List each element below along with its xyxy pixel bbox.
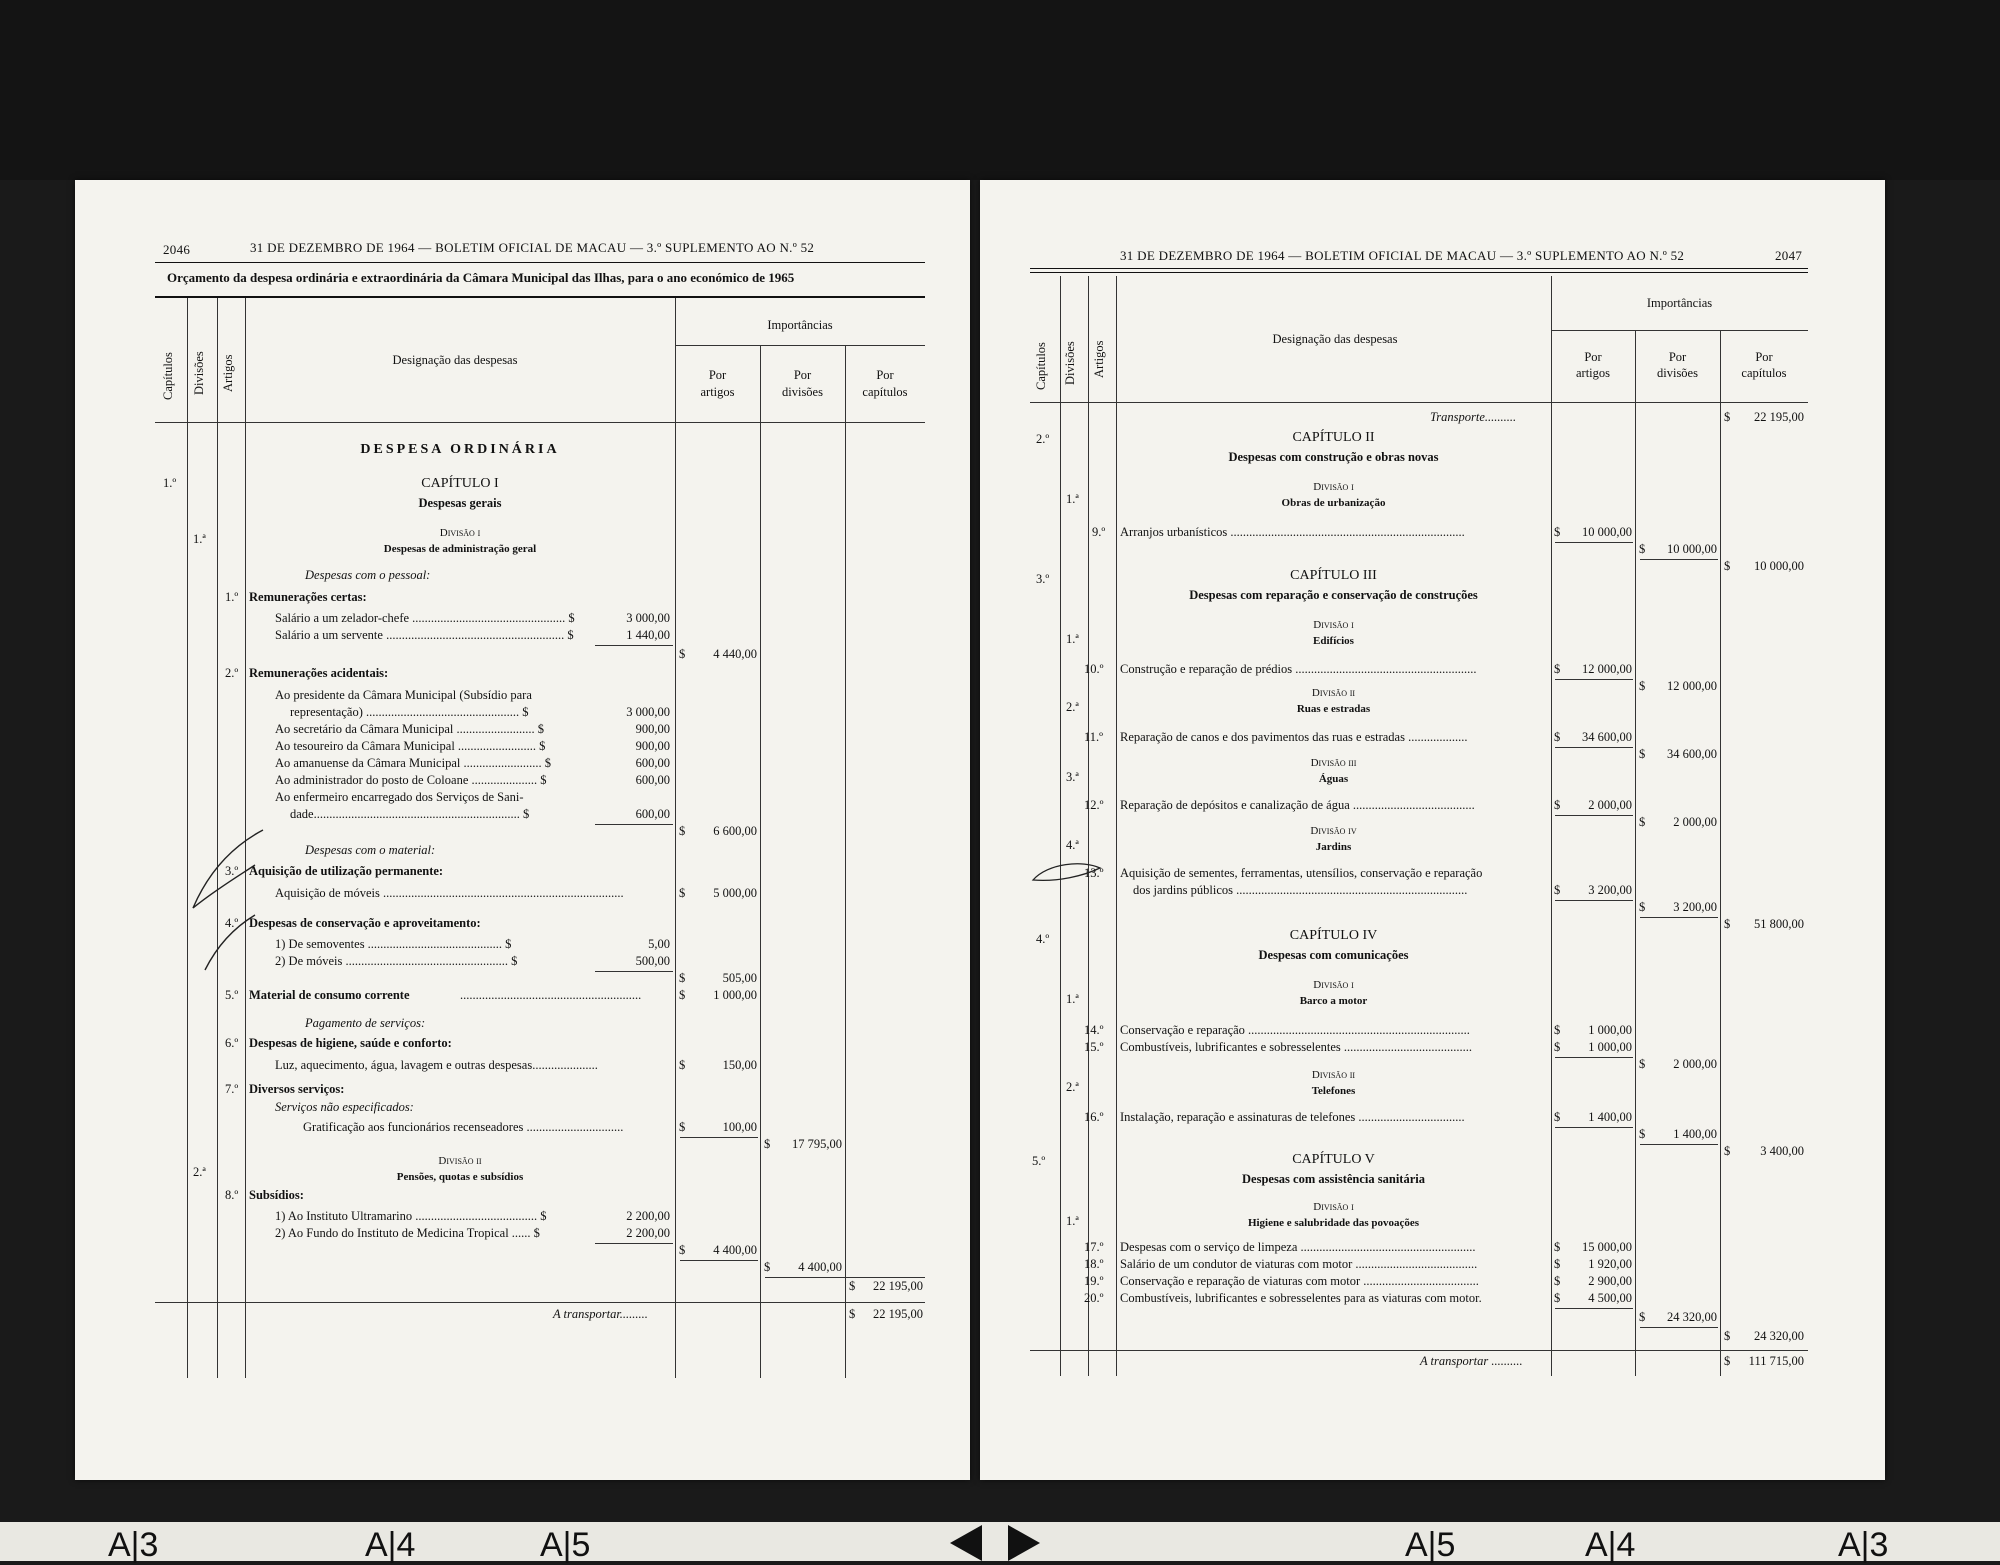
chapter-subtitle: Despesas com assistência sanitária — [1242, 1172, 1425, 1186]
line-item: Ao tesoureiro da Câmara Municipal ......................... $ — [275, 739, 546, 753]
chapter-number: 1.º — [163, 476, 177, 490]
line-item: 1) Ao Instituto Ultramarino ....................................... $ — [275, 1209, 547, 1223]
chapter-title: CAPÍTULO V — [1292, 1152, 1375, 1167]
line-item: 2) Ao Fundo do Instituto de Medicina Tropical ...... $ — [275, 1226, 540, 1240]
col-header-divisoes: Divisões — [1063, 341, 1077, 385]
division-title: Divisão ii — [1311, 1069, 1356, 1081]
chapter-title: CAPÍTULO III — [1290, 568, 1377, 583]
chapter-total: 51 800,00 — [1754, 917, 1804, 931]
line-value: 600,00 — [635, 756, 670, 770]
article-number: 12.º — [1084, 798, 1104, 812]
footer-rule — [155, 1302, 925, 1303]
col-divider — [1088, 276, 1089, 1376]
line-item: Gratificação aos funcionários recenseadores ............................... — [303, 1120, 624, 1134]
subtotal-rule — [680, 1137, 758, 1138]
division-number: 3.ª — [1066, 770, 1079, 784]
group-label: Despesas com o pessoal: — [305, 568, 431, 582]
chapter-subtitle: Despesas com reparação e conservação de construções — [1189, 588, 1478, 602]
importancias-rule — [1551, 330, 1808, 331]
division-title: Divisão i — [1313, 481, 1354, 493]
chapter-total: 24 320,00 — [1754, 1329, 1804, 1343]
footer-rule — [1030, 1350, 1808, 1351]
article-number: 13.º — [1084, 866, 1104, 880]
article-title: Despesas de higiene, saúde e conforto: — [249, 1036, 452, 1050]
right-clip-icon — [1008, 1525, 1040, 1561]
division-title: Divisão i — [1313, 619, 1354, 631]
dollar-sign: $ — [1639, 542, 1646, 556]
line-item: Salário a um servente ......................................................... $ — [275, 628, 574, 642]
line-item: Construção e reparação de prédios .......................................................... — [1120, 662, 1477, 676]
col-header-por-divisoes-1: Por — [1668, 350, 1687, 364]
line-item: Reparação de depósitos e canalização de água ....................................... — [1120, 798, 1475, 812]
division-number: 1.ª — [193, 532, 206, 546]
division-subtitle: Pensões, quotas e subsídios — [396, 1171, 524, 1183]
line-item: Conservação e reparação ....................................................................... — [1120, 1023, 1470, 1037]
col-header-por-artigos-2: artigos — [700, 385, 735, 399]
division-number: 1.ª — [1066, 632, 1079, 646]
line-item: Salário a um zelador-chefe ................................................. $ — [275, 611, 575, 625]
line-item: Luz, aquecimento, água, lavagem e outras despesas..................... — [275, 1058, 598, 1072]
chapter-subtitle: Despesas gerais — [418, 496, 502, 510]
division-number: 2.ª — [1066, 1080, 1079, 1094]
article-number: 20.º — [1084, 1291, 1104, 1305]
col-divider — [1060, 276, 1061, 1376]
carry-forward-label: A transportar......... — [553, 1307, 648, 1321]
division-total: 1 400,00 — [1673, 1127, 1717, 1141]
pen-mark-icon — [185, 820, 275, 980]
col-header-importancias: Importâncias — [767, 318, 833, 332]
dollar-sign: $ — [1724, 410, 1731, 424]
dollar-sign: $ — [1724, 917, 1731, 931]
division-number: 2.ª — [193, 1165, 206, 1179]
line-item: Arranjos urbanísticos ........................................................................... — [1120, 525, 1465, 539]
division-total: 17 795,00 — [792, 1137, 842, 1151]
division-total: 3 200,00 — [1673, 900, 1717, 914]
article-total: 150,00 — [722, 1058, 757, 1072]
col-header-por-capitulos-1: Por — [876, 368, 894, 382]
dollar-sign: $ — [679, 886, 686, 900]
division-total: 4 400,00 — [798, 1260, 842, 1274]
line-value: 2 200,00 — [626, 1226, 670, 1240]
dollar-sign: $ — [1639, 1310, 1646, 1324]
film-strip — [0, 1522, 2000, 1561]
page-number: 2046 — [163, 242, 191, 257]
chapter-total: 22 195,00 — [873, 1279, 923, 1293]
document-title: Orçamento da despesa ordinária e extraordinária da Câmara Municipal das Ilhas, para o ano económico de 1965 — [167, 270, 795, 285]
article-number: 15.º — [1084, 1040, 1104, 1054]
division-total: 10 000,00 — [1667, 542, 1717, 556]
article-total: 2 000,00 — [1588, 798, 1632, 812]
dollar-sign: $ — [679, 1058, 686, 1072]
division-number: 1.ª — [1066, 1214, 1079, 1228]
division-subtitle: Obras de urbanização — [1281, 497, 1386, 509]
article-number: 2.º — [225, 666, 239, 680]
frame-mark: A|4 — [1585, 1526, 1636, 1564]
chapter-number: 4.º — [1036, 932, 1050, 946]
line-value: 15 000,00 — [1582, 1240, 1632, 1254]
line-value: 600,00 — [635, 807, 670, 821]
group-label: Serviços não especificados: — [275, 1100, 414, 1114]
article-title: Material de consumo corrente — [249, 988, 410, 1002]
line-value: 500,00 — [635, 954, 670, 968]
dollar-sign: $ — [1554, 525, 1561, 539]
line-item: Conservação e reparação de viaturas com motor ..................................... — [1120, 1274, 1479, 1288]
dollar-sign: $ — [679, 1243, 686, 1257]
line-item: Reparação de canos e dos pavimentos das ruas e estradas ................... — [1120, 730, 1468, 744]
chapter-subtitle: Despesas com comunicações — [1258, 948, 1409, 962]
dollar-sign: $ — [1554, 1257, 1561, 1271]
chapter-title: CAPÍTULO IV — [1289, 928, 1378, 943]
division-subtitle: Jardins — [1315, 841, 1352, 853]
col-header-capitulos: Capítulos — [1034, 342, 1048, 390]
subtotal-rule — [1555, 542, 1633, 543]
col-divider — [845, 345, 846, 1378]
dollar-sign: $ — [849, 1279, 856, 1293]
article-total: 6 600,00 — [713, 824, 757, 838]
line-value: 1 440,00 — [626, 628, 670, 642]
importancias-rule — [675, 345, 925, 346]
line-item: 1) De semoventes ........................................... $ — [275, 937, 512, 951]
line-item: Ao amanuense da Câmara Municipal ......................... $ — [275, 756, 551, 770]
chapter-number: 3.º — [1036, 572, 1050, 586]
carry-forward-value: 111 715,00 — [1748, 1354, 1804, 1368]
line-item: Aquisição de sementes, ferramentas, utensílios, conservação e reparação — [1120, 866, 1483, 880]
division-subtitle: Higiene e salubridade das povoações — [1247, 1217, 1420, 1229]
line-item: Combustíveis, lubrificantes e sobresselentes ......................................... — [1120, 1040, 1473, 1054]
line-value: 4 500,00 — [1588, 1291, 1632, 1305]
dollar-sign: $ — [1639, 1127, 1646, 1141]
line-item: Salário de um condutor de viaturas com motor ....................................... — [1120, 1257, 1478, 1271]
column-header-rule — [155, 422, 925, 423]
line-item: representação) ................................................. $ — [290, 705, 529, 719]
article-number: 18.º — [1084, 1257, 1104, 1271]
chapter-title: CAPÍTULO I — [421, 476, 499, 491]
subtotal-rule — [595, 1243, 673, 1244]
subtotal-rule — [595, 824, 673, 825]
article-title: Aquisição de utilização permanente: — [249, 864, 444, 878]
frame-mark: A|3 — [1838, 1526, 1889, 1564]
division-total: 24 320,00 — [1667, 1310, 1717, 1324]
line-item: Aquisição de móveis ............................................................................. — [275, 886, 624, 900]
frame-mark: A|5 — [1405, 1526, 1456, 1564]
division-title: Divisão i — [439, 527, 481, 539]
header-rule — [155, 262, 925, 263]
article-number: 5.º — [225, 988, 239, 1002]
dollar-sign: $ — [1554, 1291, 1561, 1305]
line-value: 1 000,00 — [1588, 1040, 1632, 1054]
division-number: 4.ª — [1066, 838, 1079, 852]
dollar-sign: $ — [1724, 1329, 1731, 1343]
subtotal-rule — [1555, 1057, 1633, 1058]
article-total: 10 000,00 — [1582, 525, 1632, 539]
dollar-sign: $ — [1554, 1240, 1561, 1254]
division-title: Divisão iv — [1310, 825, 1357, 837]
header-rule — [1030, 272, 1808, 273]
article-total: 1 400,00 — [1588, 1110, 1632, 1124]
title-rule — [155, 296, 925, 298]
division-subtitle: Despesas de administração geral — [383, 543, 537, 555]
col-header-artigos: Artigos — [221, 354, 235, 392]
running-head: 31 DE DEZEMBRO DE 1964 — BOLETIM OFICIAL DE MACAU — 3.º SUPLEMENTO AO N.º 52 — [250, 240, 815, 255]
division-number: 1.ª — [1066, 992, 1079, 1006]
article-title: Subsídios: — [249, 1188, 304, 1202]
division-title: Divisão iii — [1310, 757, 1357, 769]
article-total: 34 600,00 — [1582, 730, 1632, 744]
header-rule — [1030, 268, 1808, 269]
subtotal-rule — [765, 1277, 925, 1278]
division-total: 2 000,00 — [1673, 1057, 1717, 1071]
subtotal-rule — [1640, 1327, 1718, 1328]
division-title: Divisão ii — [438, 1155, 482, 1167]
page-number: 2047 — [1775, 248, 1803, 263]
dollar-sign: $ — [1554, 1023, 1561, 1037]
group-label: Pagamento de serviços: — [305, 1016, 426, 1030]
group-label: Despesas com o material: — [305, 843, 436, 857]
line-value: 5,00 — [648, 937, 670, 951]
chapter-total: 3 400,00 — [1760, 1144, 1804, 1158]
line-item: Ao secretário da Câmara Municipal ......................... $ — [275, 722, 545, 736]
frame-mark: A|4 — [365, 1526, 416, 1564]
article-number: 3.º — [225, 864, 239, 878]
section-heading: DESPESA ORDINÁRIA — [360, 442, 560, 457]
line-item: Combustíveis, lubrificantes e sobresselentes para as viaturas com motor. — [1120, 1291, 1482, 1305]
line-item: dade.................................................................. $ — [290, 807, 530, 821]
article-number: 4.º — [225, 916, 239, 930]
col-header-por-divisoes-2: divisões — [782, 385, 823, 399]
article-total: 12 000,00 — [1582, 662, 1632, 676]
dollar-sign: $ — [679, 824, 686, 838]
line-item: Ao presidente da Câmara Municipal (Subsídio para — [275, 688, 532, 702]
col-divider — [1551, 276, 1552, 1376]
line-value: 3 000,00 — [626, 611, 670, 625]
subtotal-rule — [1640, 559, 1718, 560]
division-total: 12 000,00 — [1667, 679, 1717, 693]
line-item: Despesas com o serviço de limpeza ........................................................ — [1120, 1240, 1476, 1254]
dollar-sign: $ — [1639, 1057, 1646, 1071]
subtotal-rule — [1555, 1308, 1633, 1309]
article-number: 7.º — [225, 1082, 239, 1096]
article-number: 16.º — [1084, 1110, 1104, 1124]
col-header-importancias: Importâncias — [1646, 296, 1713, 310]
division-total: 34 600,00 — [1667, 747, 1717, 761]
scanner-background — [0, 0, 2000, 180]
division-number: 1.ª — [1066, 492, 1079, 506]
line-value: 900,00 — [635, 739, 670, 753]
article-number: 8.º — [225, 1188, 239, 1202]
article-number: 11.º — [1084, 730, 1104, 744]
subtotal-rule — [1555, 1127, 1633, 1128]
dollar-sign: $ — [1724, 1144, 1731, 1158]
frame-mark: A|3 — [108, 1526, 159, 1564]
dollar-sign: $ — [1724, 559, 1731, 573]
article-number: 17.º — [1084, 1240, 1104, 1254]
col-header-capitulos: Capítulos — [161, 352, 175, 400]
article-number: 19.º — [1084, 1274, 1104, 1288]
dollar-sign: $ — [1554, 730, 1561, 744]
frame-mark: A|5 — [540, 1526, 591, 1564]
subtotal-rule — [1555, 679, 1633, 680]
dollar-sign: $ — [1639, 900, 1646, 914]
col-header-por-artigos-1: Por — [1584, 350, 1602, 364]
col-header-por-capitulos-1: Por — [1755, 350, 1773, 364]
article-number: 14.º — [1084, 1023, 1104, 1037]
division-total: 2 000,00 — [1673, 815, 1717, 829]
article-title: Remunerações acidentais: — [249, 666, 389, 680]
col-divider — [760, 345, 761, 1378]
subtotal-rule — [1640, 1144, 1718, 1145]
line-item: Ao enfermeiro encarregado dos Serviços de Sani- — [275, 790, 524, 804]
article-total: 3 200,00 — [1588, 883, 1632, 897]
division-title: Divisão ii — [1311, 687, 1356, 699]
division-subtitle: Ruas e estradas — [1296, 703, 1371, 715]
subtotal-rule — [1555, 900, 1633, 901]
article-number: 9.º — [1092, 525, 1106, 539]
chapter-subtitle: Despesas com construção e obras novas — [1228, 450, 1439, 464]
dollar-sign: $ — [1554, 662, 1561, 676]
col-header-artigos: Artigos — [1092, 340, 1106, 378]
line-item: dos jardins públicos .......................................................................... — [1133, 883, 1468, 897]
dollar-sign: $ — [1554, 883, 1561, 897]
subtotal-rule — [1555, 747, 1633, 748]
line-value: 3 000,00 — [626, 705, 670, 719]
dollar-sign: $ — [1554, 798, 1561, 812]
article-total: 4 440,00 — [713, 647, 757, 661]
carry-in-label: Transporte.......... — [1430, 410, 1517, 424]
left-clip-icon — [950, 1525, 982, 1561]
article-total: 1 000,00 — [713, 988, 757, 1002]
division-subtitle: Edifícios — [1313, 635, 1354, 647]
line-item: 2) De móveis .................................................... $ — [275, 954, 518, 968]
dollar-sign: $ — [764, 1137, 771, 1151]
col-header-por-divisoes-2: divisões — [1657, 366, 1698, 380]
division-subtitle: Barco a motor — [1299, 995, 1368, 1007]
article-title: Despesas de conservação e aproveitamento: — [249, 916, 481, 930]
col-header-designacao: Designação das despesas — [1272, 332, 1398, 346]
col-divider — [675, 298, 676, 1378]
dollar-sign: $ — [764, 1260, 771, 1274]
division-subtitle: Águas — [1318, 773, 1349, 785]
dollar-sign: $ — [679, 988, 686, 1002]
pen-mark-icon — [1028, 858, 1108, 888]
col-header-por-artigos-2: artigos — [1575, 366, 1611, 380]
article-number: 1.º — [225, 590, 239, 604]
chapter-number: 5.º — [1032, 1154, 1046, 1168]
dollar-sign: $ — [1724, 1354, 1731, 1368]
chapter-total: 10 000,00 — [1754, 559, 1804, 573]
col-divider — [1720, 330, 1721, 1376]
article-total: 505,00 — [722, 971, 757, 985]
dollar-sign: $ — [1554, 1110, 1561, 1124]
line-value: 900,00 — [635, 722, 670, 736]
article-total: 4 400,00 — [713, 1243, 757, 1257]
article-number: 10.º — [1084, 662, 1104, 676]
subtotal-rule — [595, 645, 673, 646]
col-divider — [1635, 330, 1636, 1376]
division-number: 2.ª — [1066, 700, 1079, 714]
subtotal-rule — [595, 971, 673, 972]
article-total: 100,00 — [722, 1120, 757, 1134]
division-subtitle: Telefones — [1311, 1085, 1356, 1097]
article-title: Remunerações certas: — [249, 590, 367, 604]
dollar-sign: $ — [1554, 1274, 1561, 1288]
leader-dots: .......................................................... — [460, 988, 642, 1002]
running-head: 31 DE DEZEMBRO DE 1964 — BOLETIM OFICIAL DE MACAU — 3.º SUPLEMENTO AO N.º 52 — [1120, 248, 1685, 263]
subtotal-rule — [680, 1260, 758, 1261]
carry-forward-value: 22 195,00 — [873, 1307, 923, 1321]
division-title: Divisão i — [1313, 979, 1354, 991]
dollar-sign: $ — [679, 971, 686, 985]
line-value: 2 200,00 — [626, 1209, 670, 1223]
article-number: 6.º — [225, 1036, 239, 1050]
line-value: 1 920,00 — [1588, 1257, 1632, 1271]
col-header-designacao: Designação das despesas — [392, 353, 518, 367]
line-value: 1 000,00 — [1588, 1023, 1632, 1037]
subtotal-rule — [1555, 815, 1633, 816]
col-header-divisoes: Divisões — [192, 351, 206, 395]
chapter-number: 2.º — [1036, 432, 1050, 446]
article-total: 5 000,00 — [713, 886, 757, 900]
dollar-sign: $ — [1554, 1040, 1561, 1054]
col-header-por-capitulos-2: capítulos — [1741, 366, 1787, 380]
dollar-sign: $ — [679, 647, 686, 661]
col-header-por-capitulos-2: capítulos — [862, 385, 908, 399]
dollar-sign: $ — [679, 1120, 686, 1134]
dollar-sign: $ — [1639, 747, 1646, 761]
column-header-rule — [1030, 402, 1808, 403]
line-item: Instalação, reparação e assinaturas de telefones .................................. — [1120, 1110, 1465, 1124]
dollar-sign: $ — [1639, 815, 1646, 829]
right-page — [980, 180, 1885, 1480]
carry-forward-label: A transportar .......... — [1420, 1354, 1523, 1368]
subtotal-rule — [1640, 917, 1718, 918]
division-title: Divisão i — [1313, 1201, 1354, 1213]
line-item: Ao administrador do posto de Coloane ..................... $ — [275, 773, 547, 787]
chapter-title: CAPÍTULO II — [1292, 430, 1375, 445]
dollar-sign: $ — [849, 1307, 856, 1321]
line-value: 600,00 — [635, 773, 670, 787]
article-title: Diversos serviços: — [249, 1082, 345, 1096]
col-header-por-divisoes-1: Por — [793, 368, 812, 382]
carry-in-value: 22 195,00 — [1754, 410, 1804, 424]
dollar-sign: $ — [1639, 679, 1646, 693]
col-header-por-artigos-1: Por — [708, 368, 727, 382]
line-value: 2 900,00 — [1588, 1274, 1632, 1288]
left-page — [75, 180, 970, 1480]
